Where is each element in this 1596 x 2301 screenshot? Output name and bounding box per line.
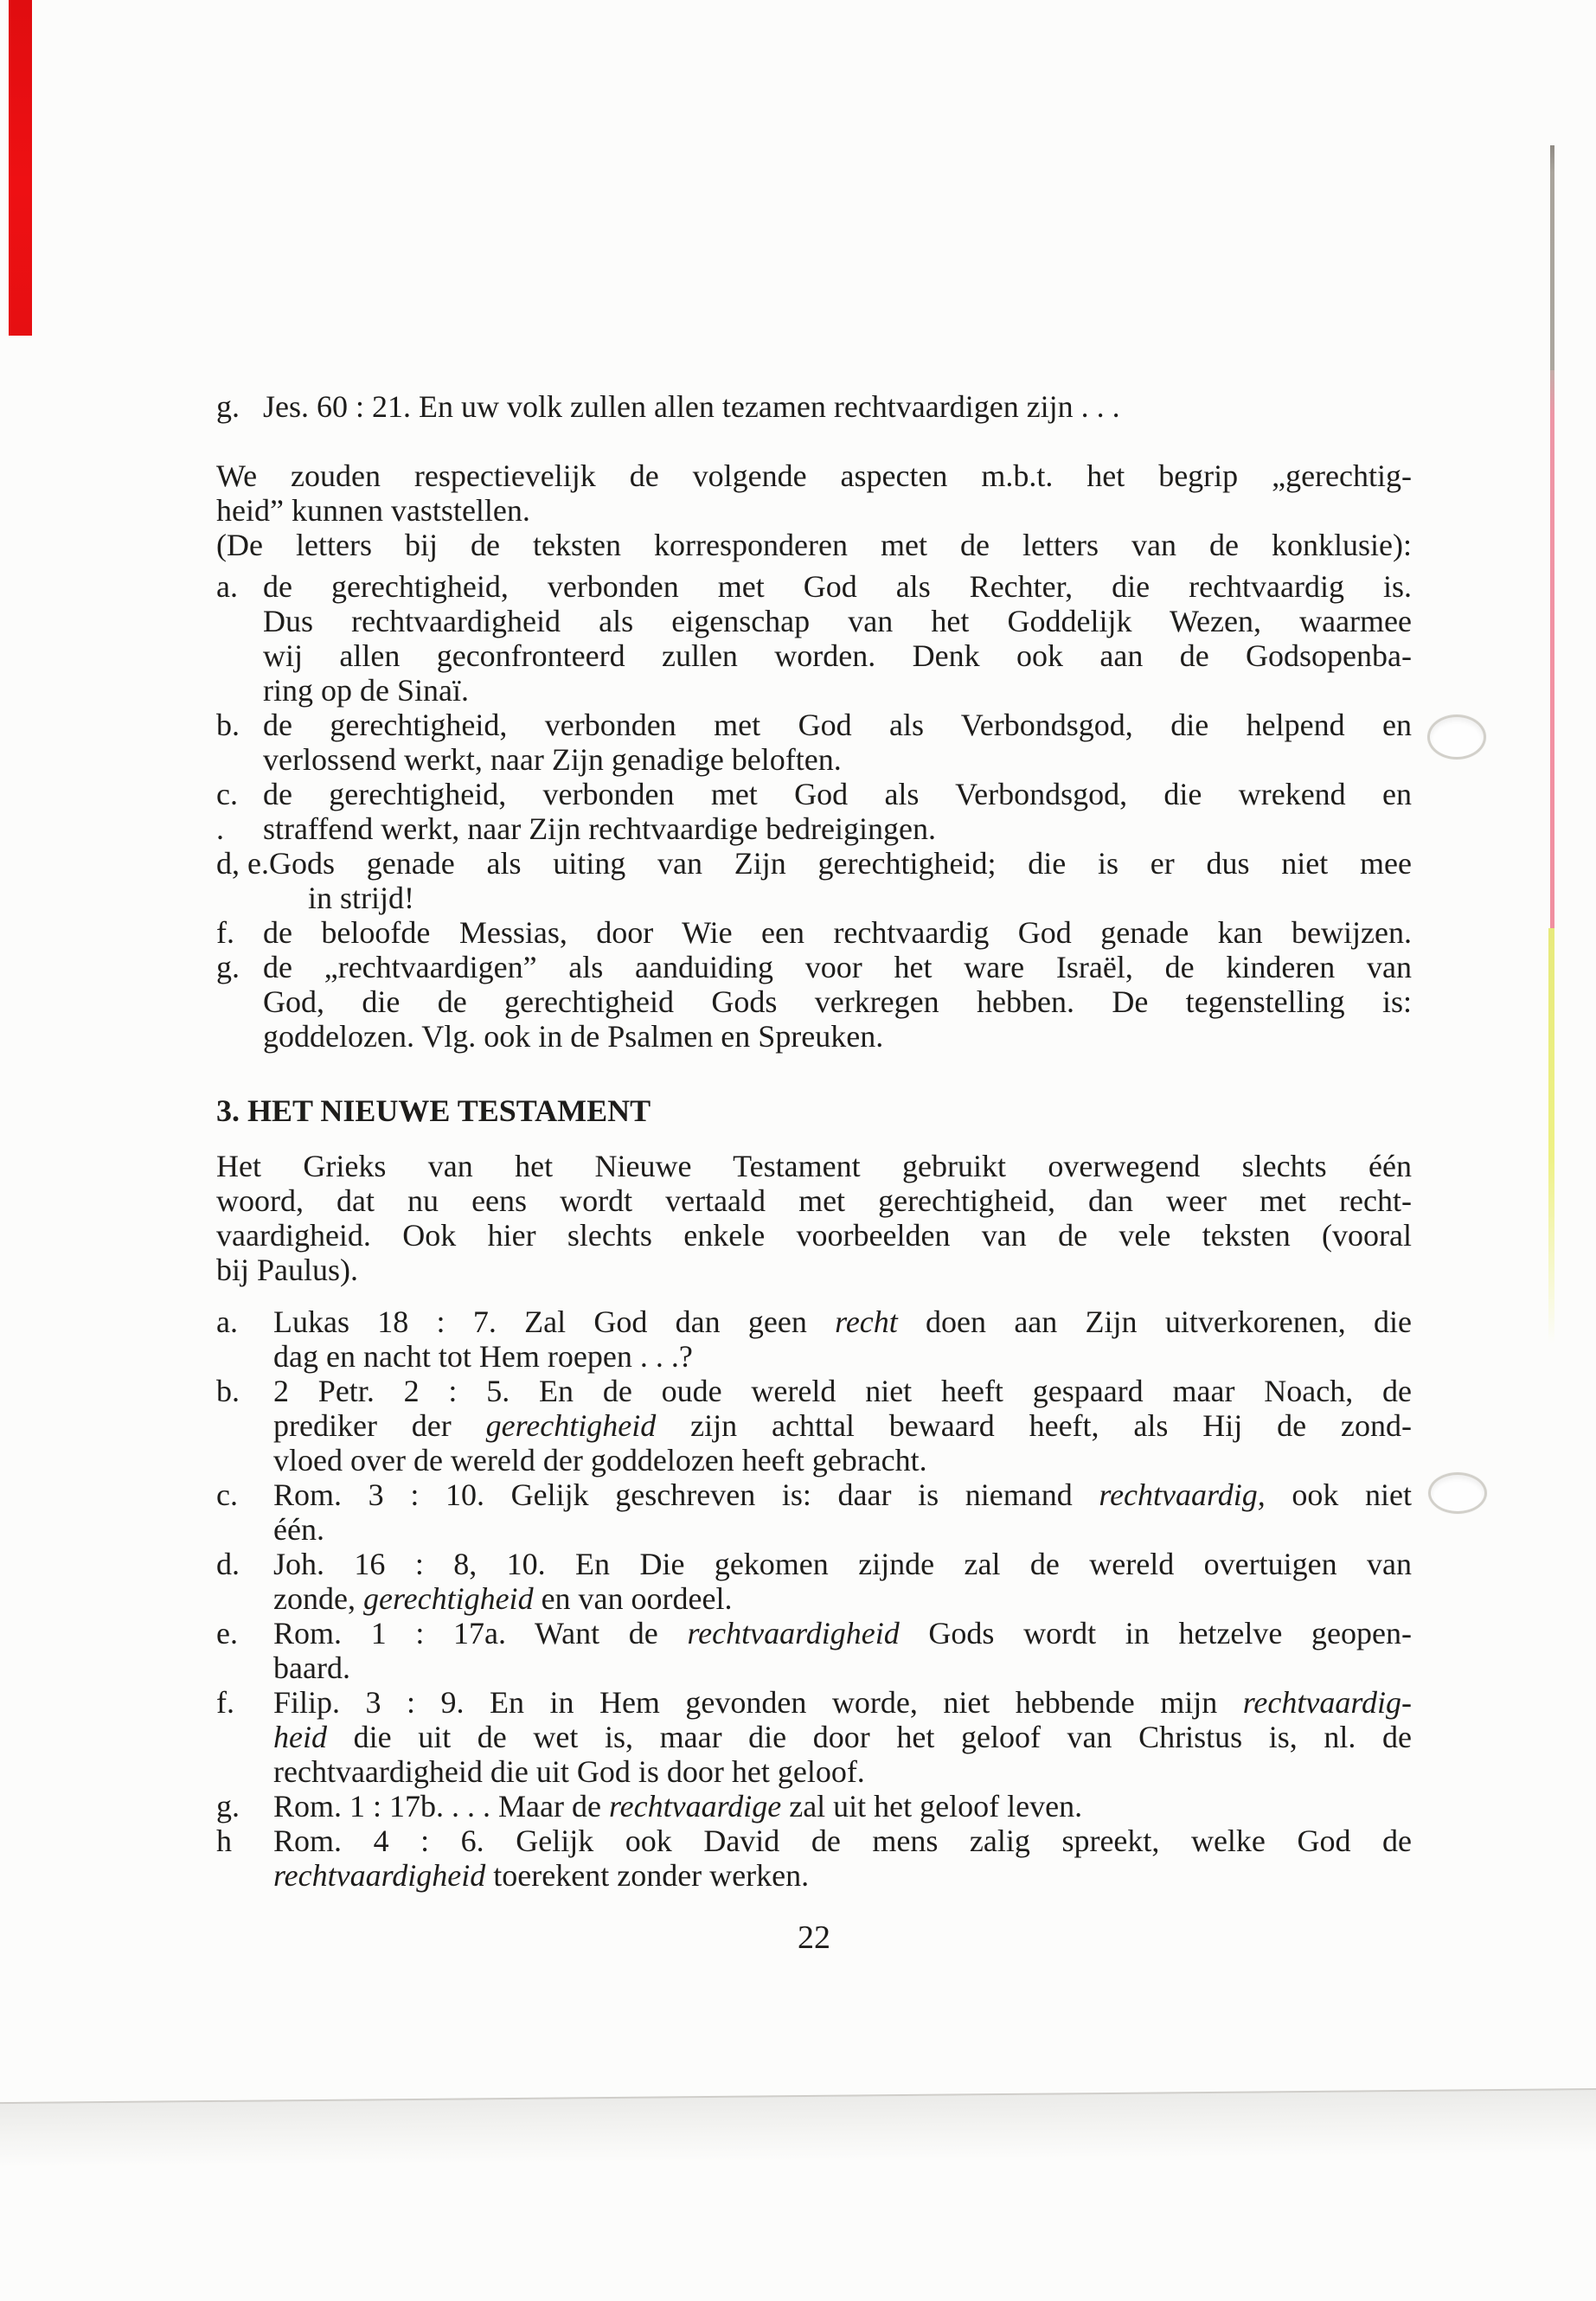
item-text: [273, 1789, 1412, 1823]
text-run: die uit de wet is, maar die door het geloof van Christus is, nl. de: [326, 1720, 1412, 1754]
text-run: de gerechtigheid, verbonden met God als Verbondsgod, die helpend en: [263, 708, 1412, 742]
text-line: [263, 950, 1412, 984]
text-line: [216, 493, 1412, 528]
text-line: [273, 1720, 1412, 1754]
item-text: [273, 1374, 1412, 1477]
item-marker: [216, 950, 263, 984]
text-line: [273, 1581, 1412, 1616]
list-item: [216, 915, 1412, 950]
item-marker-label: c.: [216, 777, 238, 811]
item-text: [273, 1304, 1412, 1374]
text-run: en van oordeel.: [533, 1581, 733, 1616]
text-run: zijn achttal bewaard heeft, als Hij de zond-: [656, 1408, 1412, 1443]
text-run: zonde,: [273, 1581, 363, 1616]
text-run: Gods genade als uiting van Zijn gerechtigheid; die is er dus niet mee: [268, 846, 1412, 881]
text-run: de gerechtigheid, verbonden met God als Verbondsgod, die wrekend en: [263, 777, 1412, 811]
text-run: in strijd!: [307, 881, 414, 915]
text-run: doen aan Zijn uitverkorenen, die: [897, 1304, 1413, 1339]
edge-strip-gray: [1550, 145, 1554, 372]
text-line: [273, 1547, 1412, 1581]
item-marker: [216, 1616, 273, 1650]
text-line: [273, 1858, 1412, 1893]
text-line: [269, 846, 1412, 881]
text-line: [263, 673, 1412, 708]
italic-text: recht: [835, 1304, 898, 1339]
list-item: [216, 1304, 1412, 1374]
item-marker-label: f.: [216, 915, 234, 950]
text-run: Jes. 60 : 21. En uw volk zullen allen tezamen rechtvaardigen zijn . . .: [263, 389, 1120, 424]
text-line: [263, 915, 1412, 950]
punch-hole-bottom: [1428, 1472, 1487, 1514]
text-run: God, die de gerechtigheid Gods verkregen hebben. De tegenstelling is:: [263, 984, 1412, 1019]
item-text: [273, 1616, 1412, 1685]
intro-list-item: [216, 389, 1412, 424]
item-marker: [216, 1823, 273, 1858]
item-text: [269, 846, 1412, 915]
text-line: [273, 1789, 1412, 1823]
page-bottom-edge: [0, 2088, 1596, 2169]
item-marker-label: d.: [216, 1547, 240, 1581]
item-marker-label: h: [216, 1823, 232, 1858]
text-run: We zouden respectievelijk de volgende aspecten m.b.t. het begrip „gerechtig-: [216, 458, 1412, 493]
item-marker-label: a.: [216, 569, 238, 604]
text-run: woord, dat nu eens wordt vertaald met gerechtigheid, dan weer met recht-: [216, 1183, 1412, 1218]
text-run: zal uit het geloof leven.: [781, 1789, 1083, 1823]
list-item: [216, 1823, 1412, 1893]
text-line: [216, 458, 1412, 493]
item-text: [263, 950, 1412, 1054]
text-run: Filip. 3 : 9. En in Hem gevonden worde, niet hebbende mijn: [273, 1685, 1243, 1720]
text-run: de beloofde Messias, door Wie een rechtvaardig God genade kan bewijzen.: [263, 915, 1412, 950]
list-item: [216, 1547, 1412, 1616]
red-margin-bar: [9, 0, 32, 336]
item-text: [263, 777, 1412, 846]
item-marker: [216, 569, 263, 604]
text-run: rechtvaardigheid die uit God is door het geloof.: [273, 1754, 865, 1789]
italic-text: rechtvaardigheid: [273, 1858, 486, 1893]
item-marker: [216, 1477, 273, 1512]
item-marker-label: .: [216, 811, 224, 846]
italic-text: rechtvaardig,: [1099, 1477, 1266, 1512]
edge-strip-pink: [1550, 370, 1554, 930]
italic-text: gerechtigheid: [362, 1581, 534, 1616]
text-line: [273, 1443, 1412, 1477]
item-marker-label: c.: [216, 1477, 238, 1512]
list-item: [216, 846, 1412, 915]
text-run: goddelozen. Vlg. ook in de Psalmen en Spreuken.: [263, 1019, 884, 1054]
text-line: [263, 569, 1412, 604]
list-item: [216, 1616, 1412, 1685]
italic-text: heid: [273, 1720, 327, 1754]
text-run: vaardigheid. Ook hier slechts enkele voorbeelden van de vele teksten (vooral: [216, 1218, 1412, 1253]
item-marker: [216, 846, 269, 881]
text-column: [216, 389, 1412, 1955]
text-line: [263, 389, 1412, 424]
item-marker-label: f.: [216, 1685, 234, 1720]
text-run: Rom. 1 : 17b. . . . Maar de: [273, 1789, 609, 1823]
text-line: [273, 1374, 1412, 1408]
text-line: [273, 1304, 1412, 1339]
item-marker: [216, 1304, 273, 1339]
text-run: Rom. 1 : 17a. Want de: [273, 1616, 688, 1650]
item-marker: [216, 389, 263, 424]
text-line: [273, 1512, 1412, 1547]
item-text: [273, 1547, 1412, 1616]
item-text: [263, 569, 1412, 708]
text-run: prediker der: [273, 1408, 486, 1443]
item-marker-label: d, e.: [216, 846, 269, 881]
intro-paragraph: [216, 458, 1412, 562]
text-run: heid” kunnen vaststellen.: [216, 493, 530, 528]
item-marker: [216, 915, 263, 950]
text-line: [273, 1408, 1412, 1443]
text-run: verlossend werkt, naar Zijn genadige beloften.: [263, 742, 842, 777]
text-line: [273, 1477, 1412, 1512]
italic-text: rechtvaardige: [608, 1789, 782, 1823]
text-line: [263, 811, 1412, 846]
text-line: [273, 1339, 1412, 1374]
item-text: [263, 389, 1412, 424]
item-marker-label: a.: [216, 1304, 238, 1339]
item-marker: [216, 1374, 273, 1408]
item-marker: [216, 1547, 273, 1581]
italic-text: rechtvaardigheid: [687, 1616, 900, 1650]
text-run: wij allen geconfronteerd zullen worden. Denk ook aan de Godsopenba-: [263, 638, 1412, 673]
text-line: [216, 1218, 1412, 1253]
list-item: [216, 1477, 1412, 1547]
text-run: Rom. 3 : 10. Gelijk geschreven is: daar is niemand: [273, 1477, 1099, 1512]
item-text: [273, 1477, 1412, 1547]
text-run: één.: [273, 1512, 324, 1547]
item-marker: [216, 708, 263, 742]
text-line: [263, 638, 1412, 673]
section-heading: 3. HET NIEUWE TESTAMENT: [216, 1093, 651, 1128]
text-line: [216, 1253, 1412, 1287]
text-line: [269, 881, 1412, 915]
text-run: straffend werkt, naar Zijn rechtvaardige bedreigingen.: [263, 811, 936, 846]
text-line: [273, 1823, 1412, 1858]
list-item: [216, 708, 1412, 777]
item-marker: [216, 1685, 273, 1720]
item-marker-label: b.: [216, 1374, 240, 1408]
text-run: Dus rechtvaardigheid als eigenschap van het Goddelijk Wezen, waarmee: [263, 604, 1412, 638]
item-marker: [216, 1789, 273, 1823]
text-line: [273, 1650, 1412, 1685]
item-marker-label: g.: [216, 950, 240, 984]
item-marker-label: g.: [216, 1789, 240, 1823]
item-text: [263, 915, 1412, 950]
text-run: vloed over de wereld der goddelozen heeft gebracht.: [273, 1443, 927, 1477]
text-line: [216, 528, 1412, 562]
text-run: ring op de Sinaï.: [263, 673, 469, 708]
text-run: Joh. 16 : 8, 10. En Die gekomen zijnde zal de wereld overtuigen van: [273, 1547, 1412, 1581]
text-run: bij Paulus).: [216, 1253, 359, 1287]
item-text: [273, 1685, 1412, 1789]
text-line: [263, 777, 1412, 811]
text-run: dag en nacht tot Hem roepen . . .?: [273, 1339, 693, 1374]
text-run: de „rechtvaardigen” als aanduiding voor het ware Israël, de kinderen van: [263, 950, 1412, 984]
list-item: [216, 777, 1412, 846]
text-line: [273, 1616, 1412, 1650]
list-item: [216, 1374, 1412, 1477]
page-number: 22: [798, 1920, 830, 1956]
punch-hole-top: [1427, 715, 1486, 760]
item-marker-label: e.: [216, 1616, 238, 1650]
text-line: [263, 984, 1412, 1019]
text-line: [273, 1754, 1412, 1789]
item-text: [263, 708, 1412, 777]
edge-strip-yellow: [1548, 928, 1554, 1343]
text-run: Lukas 18 : 7. Zal God dan geen: [273, 1304, 836, 1339]
text-run: ook niet: [1265, 1477, 1412, 1512]
item-marker-label: b.: [216, 708, 240, 742]
text-line: [273, 1685, 1412, 1720]
italic-text: gerechtigheid: [485, 1408, 657, 1443]
item-marker-label: g.: [216, 389, 240, 424]
text-run: Gods wordt in hetzelve geopen-: [899, 1616, 1412, 1650]
list-item: [216, 389, 1412, 424]
text-line: [216, 1149, 1412, 1183]
conclusion-list-a-g: [216, 569, 1412, 1054]
italic-text: rechtvaardig-: [1242, 1685, 1412, 1720]
item-marker: [216, 777, 263, 846]
text-run: Rom. 4 : 6. Gelijk ook David de mens zalig spreekt, welke God de: [273, 1823, 1412, 1858]
text-run: Het Grieks van het Nieuwe Testament gebruikt overwegend slechts één: [216, 1149, 1412, 1183]
text-line: [216, 1183, 1412, 1218]
text-run: de gerechtigheid, verbonden met God als Rechter, die rechtvaardig is.: [263, 569, 1412, 604]
item-text: [273, 1823, 1412, 1893]
text-run: (De letters bij de teksten korresponderen met de letters van de konklusie):: [216, 528, 1412, 562]
text-run: 2 Petr. 2 : 5. En de oude wereld niet heeft gespaard maar Noach, de: [273, 1374, 1412, 1408]
text-line: [263, 742, 1412, 777]
text-line: [263, 1019, 1412, 1054]
list-item: [216, 569, 1412, 708]
text-run: baard.: [273, 1650, 350, 1685]
text-line: [263, 604, 1412, 638]
text-line: [263, 708, 1412, 742]
list-item: [216, 1789, 1412, 1823]
list-item: [216, 950, 1412, 1054]
section-paragraph: [216, 1149, 1412, 1287]
text-run: toerekent zonder werken.: [485, 1858, 810, 1893]
list-item: [216, 1685, 1412, 1789]
scripture-list-a-h: [216, 1304, 1412, 1893]
